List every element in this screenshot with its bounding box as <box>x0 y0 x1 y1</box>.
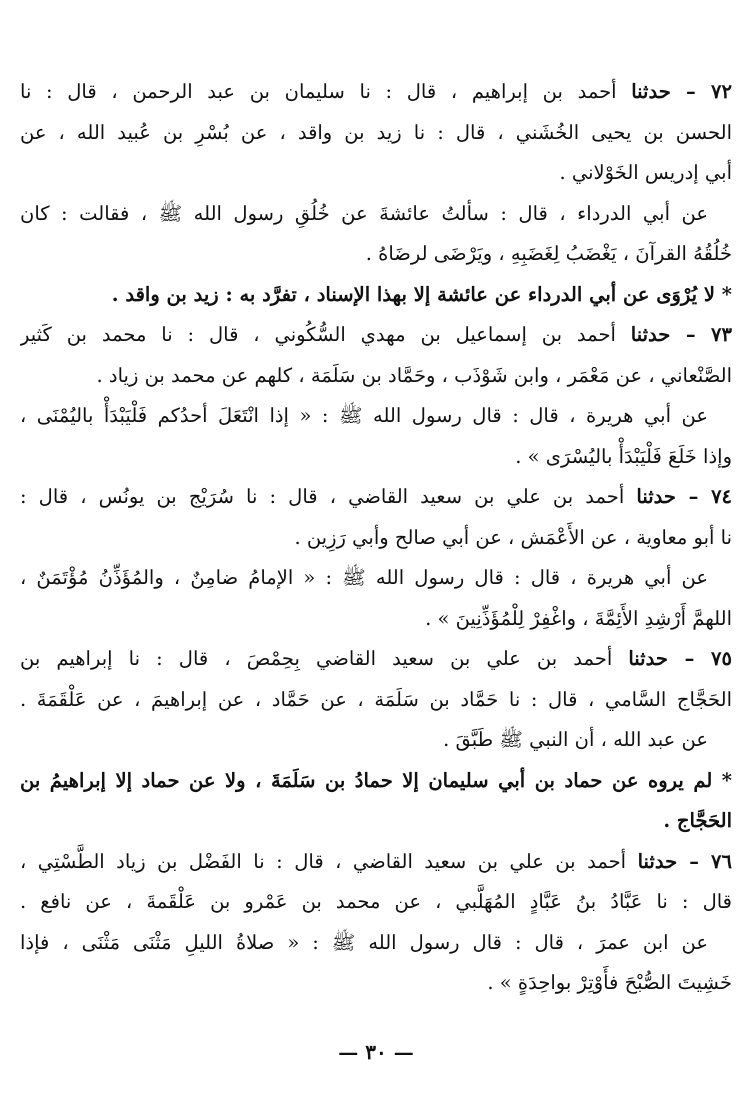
hadith-74-matn-2: اللهمَّ أَرْشِدِ الأَئِمَّةَ ، واغْفِرْ لِلْمُؤَذِّنِينَ » . <box>425 606 732 630</box>
hadith-lead: – حدثنا <box>636 485 712 508</box>
hadith-75-matn-1: عن عبد الله ، أن النبي ﷺ طَبَّقَ . <box>443 728 708 751</box>
hadith-lead: – حدثنا <box>637 849 712 873</box>
hadith-number: ٧٤ <box>711 485 732 508</box>
hadith-72-note: * لا يُرْوَى عن أبي الدرداء عن عائشة إلا بهذا الإسناد ، تفرَّد به : زيد بن واقد . <box>111 282 732 306</box>
hadith-76-line-1 <box>20 842 732 883</box>
hadith-73-line-2: الصَّنْعاني ، عن مَعْمَر ، وابن شَوْذَب ، وحَمَّاد بن سَلَمَة ، كلهم عن محمد بن زياد . <box>96 363 732 387</box>
hadith-72-line-1 <box>20 72 732 113</box>
hadith-72-line-3: أبي إدريس الخَوْلاني . <box>559 161 732 184</box>
hadith-74-line-1 <box>20 477 732 518</box>
hadith-74-matn-1: عن أبي هريرة ، قال : قال رسول الله ﷺ : « الإمامُ ضامِنٌ ، والمُؤَذِّنُ مُؤْتَمَنٌ ، <box>20 566 708 589</box>
hadith-76-line-2: قال : نا عَبَّادُ بنُ عَبَّادٍ المُهَلَّبي ، عن محمد بن عَمْرو بن عَلْقَمةَ ، عن نافع . <box>20 890 732 913</box>
line-text: أحمد بن إبراهيم ، قال : نا سليمان بن عبد الرحمن ، قال : نا <box>20 80 632 103</box>
page-number: — ٣٠ — <box>338 1040 414 1064</box>
hadith-number: ٧٢ <box>711 80 732 103</box>
hadith-73-matn-1: عن أبي هريرة ، قال : قال رسول الله ﷺ : « إذا انْتَعَلَ أحدُكم فَلْيَبْدَأْ باليُمْنَى ، <box>20 404 708 427</box>
line-text: أحمد بن إسماعيل بن مهدي السُّكُوني ، قال : نا محمد بن كَثير <box>20 323 631 346</box>
hadith-72-matn-1: عن أبي الدرداء ، قال : سألتُ عائشةَ عن خُلُقِ رسول الله ﷺ ، فقالت : كان <box>20 201 708 225</box>
hadith-75-line-1 <box>20 639 732 680</box>
hadith-number: ٧٦ <box>711 849 732 873</box>
hadith-lead: – حدثنا <box>630 323 712 346</box>
line-text: أحمد بن علي بن سعيد القاضي بِحِمْصَ ، قال : نا إبراهيم بن <box>20 647 629 670</box>
hadith-72-matn-2: خُلُقُهُ القرآنَ ، يَغْضَبُ لِغَضَبِهِ ، ويَرْضَى لرضَاهُ . <box>365 242 732 265</box>
hadith-lead: – حدثنا <box>628 647 712 670</box>
hadith-72-line-2: الحسن بن يحيى الخُشَني ، قال : نا زيد بن واقد ، عن بُسْرِ بن عُبيد الله ، عن <box>20 120 732 144</box>
hadith-76-matn-1: عن ابن عمرَ ، قال : قال رسول الله ﷺ : « صلاةُ الليلِ مَثْنَى مَثْنَى ، فإذا <box>20 930 708 954</box>
hadith-73-line-1 <box>20 315 732 356</box>
hadith-75-note-1: * لم يروه عن حماد بن أبي سليمان إلا حمادُ بن سَلَمَةَ ، ولا عن حماد إلا إبراهيمُ بن <box>20 768 732 792</box>
hadith-75-line-2: الحَجَّاج السَّامي ، قال : نا حَمَّاد بن سَلَمَة ، عن حَمَّاد ، عن إبراهيمَ ، عن عَلْقَمَةَ . <box>20 687 732 711</box>
hadith-number: ٧٣ <box>711 323 732 346</box>
line-text: أحمد بن علي بن سعيد القاضي ، قال : نا سُرَيْج بن يونُس ، قال : <box>20 485 637 508</box>
hadith-74-line-2: نا أبو معاوية ، عن الأَعْمَش ، عن أبي صالح وأبي رَزِين . <box>294 525 732 549</box>
hadith-lead: – حدثنا <box>631 80 712 103</box>
line-text: أحمد بن علي بن سعيد القاضي ، قال : نا الفَضْل بن زياد الطَّسْتِي ، <box>20 849 638 873</box>
hadith-76-matn-2: خَشِيتَ الصُّبْحَ فأَوْتِرْ بواحِدَةٍ » . <box>487 971 732 994</box>
hadith-75-note-2: الحَجَّاج . <box>663 809 732 832</box>
hadith-73-matn-2: وإذا خَلَعَ فَلْيَبْدَأْ باليُسْرَى » . <box>515 444 732 468</box>
hadith-number: ٧٥ <box>711 647 732 670</box>
